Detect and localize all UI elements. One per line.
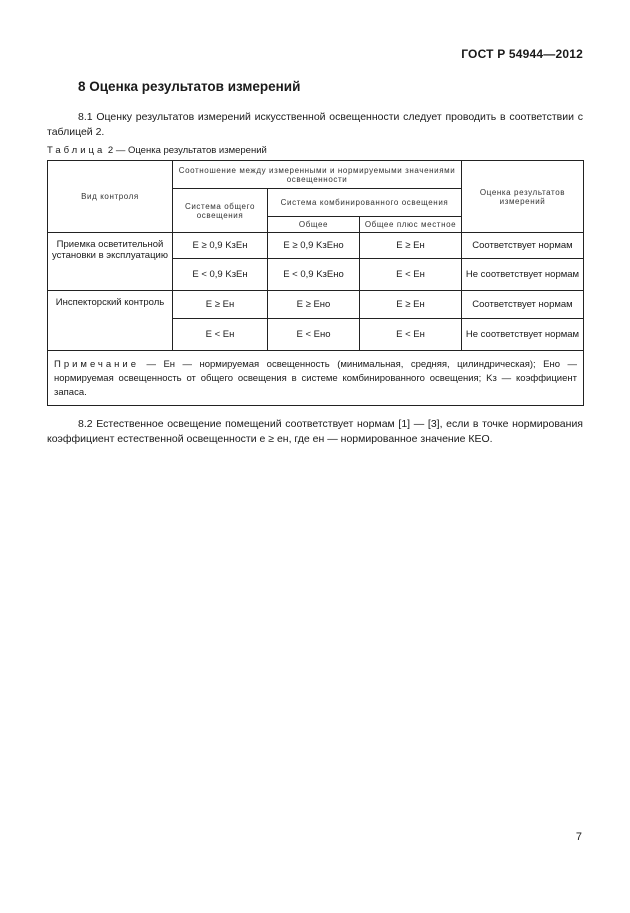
header-general: Общее [268, 217, 360, 233]
row-control-acceptance: Приемка осветительной установки в эксплуатацию [48, 233, 173, 291]
table-row [48, 291, 584, 319]
cell-combined-local: E ≥ Eн [360, 233, 462, 259]
table-caption [47, 145, 267, 156]
section-title: 8 Оценка результатов измерений [78, 79, 301, 94]
header-general-system: Система общего освещения [173, 189, 268, 233]
header-general-plus-local: Общее плюс местное [360, 217, 462, 233]
note-label: Примечание [54, 359, 139, 370]
row-control-inspection: Инспекторский контроль [48, 291, 173, 351]
cell-combined-general: E < Eно [268, 319, 360, 351]
results-table [47, 160, 584, 406]
note-text: — Eн — нормируемая освещенность (минимальная, средняя, цилиндрическая); Eно — нормируемая освещенность от общего освещения в системе комбинированного освещения; Kз — коэффициент запаса. [54, 359, 578, 398]
page-number: 7 [575, 831, 582, 843]
cell-combined-local: E < Eн [360, 259, 462, 291]
cell-combined-general: E < 0,9 KзEно [268, 259, 360, 291]
header-control-type: Вид контроля [48, 161, 173, 233]
cell-general-system: E ≥ Eн [173, 291, 268, 319]
cell-general-system: E < Eн [173, 319, 268, 351]
cell-assessment: Соответствует нормам [462, 233, 584, 259]
cell-combined-general: E ≥ Eно [268, 291, 360, 319]
cell-general-system: E < 0,9 KзEн [173, 259, 268, 291]
header-combined-system: Система комбинированного освещения [268, 189, 462, 217]
table-note-row [48, 351, 584, 406]
cell-assessment: Не соответствует нормам [462, 259, 584, 291]
cell-assessment: Соответствует нормам [462, 291, 584, 319]
table-note [48, 351, 584, 406]
table-row [48, 233, 584, 259]
paragraph-8-2: 8.2 Естественное освещение помещений соответствует нормам [1] — [3], если в точке нормирования коэффициент естественной освещенности e ≥ eн, где eн — нормированное значение КЕО. [47, 418, 583, 445]
header-assessment: Оценка результатов измерений [462, 161, 584, 233]
cell-combined-local: E < Eн [360, 319, 462, 351]
cell-general-system: E ≥ 0,9 KзEн [173, 233, 268, 259]
cell-combined-general: E ≥ 0,9 KзEно [268, 233, 360, 259]
table-caption-label: Таблица [47, 145, 106, 156]
cell-combined-local: E ≥ Eн [360, 291, 462, 319]
paragraph-8-1: 8.1 Оценку результатов измерений искусственной освещенности следует проводить в соответствии с таблицей 2. [47, 111, 583, 138]
header-ratio: Соотношение между измеренными и нормируемыми значениями освещенности [173, 161, 462, 189]
cell-assessment: Не соответствует нормам [462, 319, 584, 351]
document-code: ГОСТ Р 54944—2012 [461, 47, 583, 61]
table-caption-text: 2 — Оценка результатов измерений [107, 145, 267, 156]
